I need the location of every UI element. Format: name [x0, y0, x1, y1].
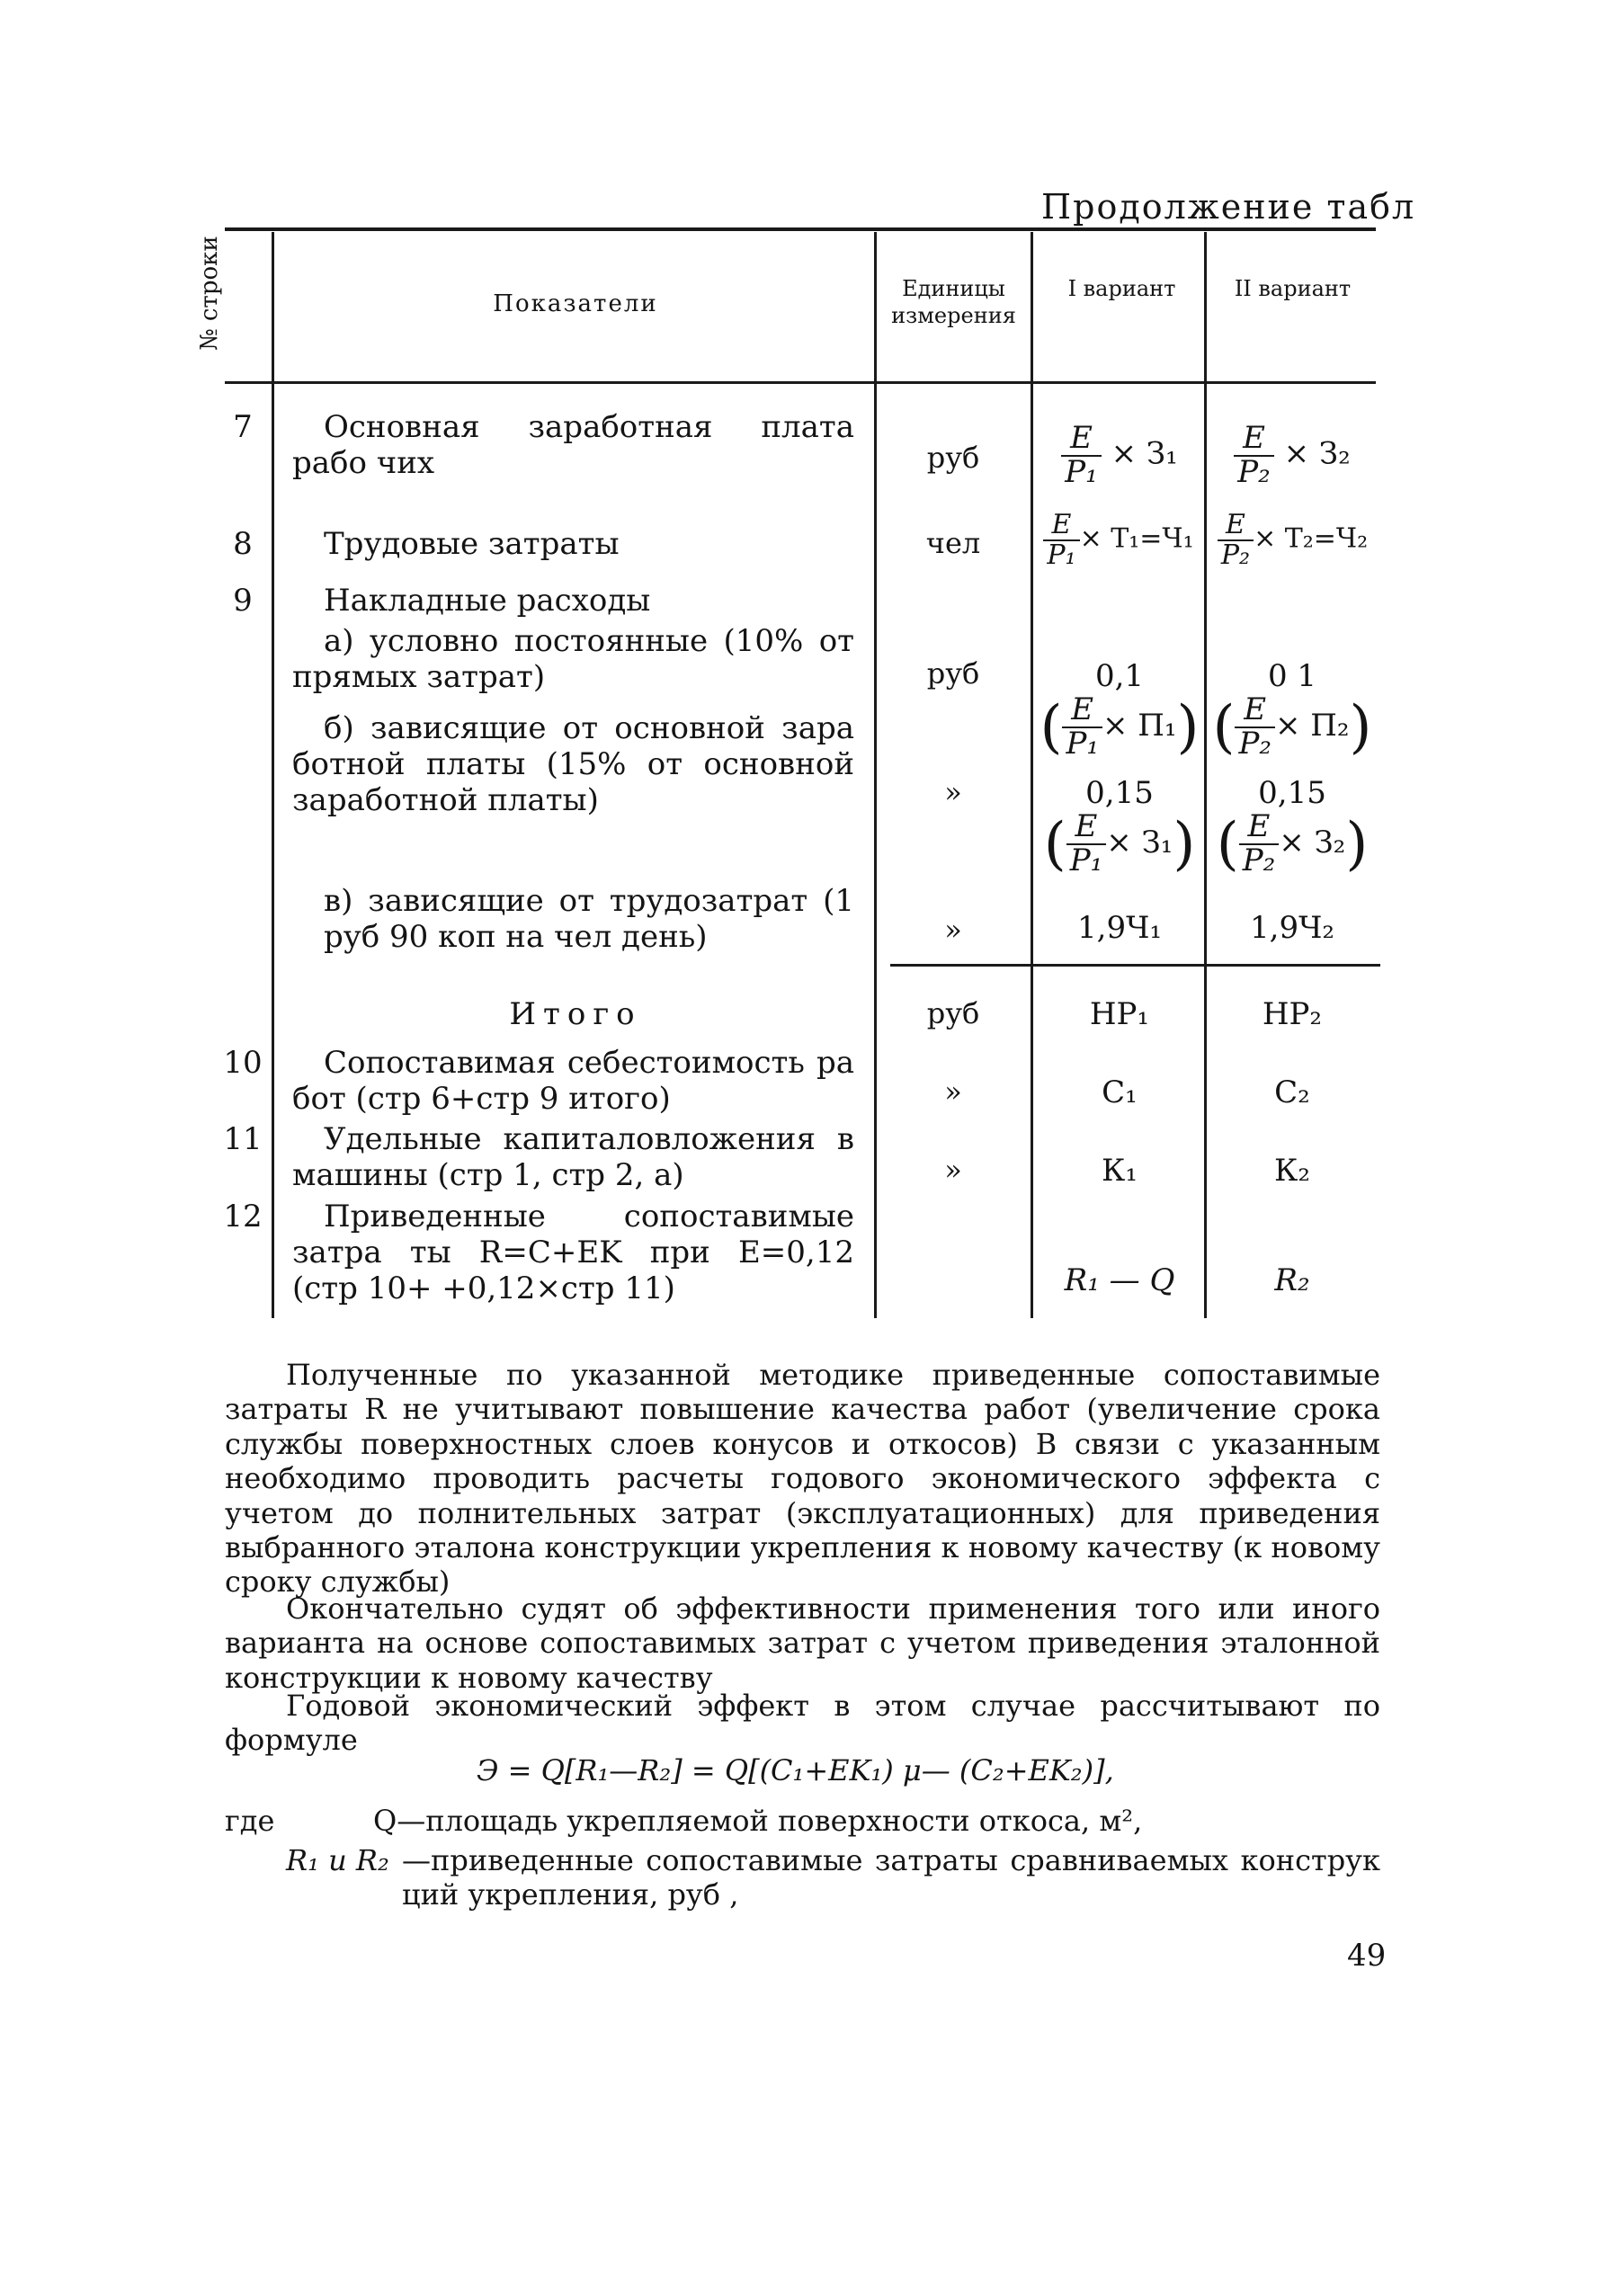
- row-12-v2: R₂: [1274, 1262, 1310, 1298]
- row-9-label: Накладные расходы: [324, 583, 651, 619]
- definition-r: —приведенные сопоставимые затраты сравниваемых конструк ций укрепления, руб ,: [402, 1843, 1380, 1912]
- row-9b-v2-coef: 0,15: [1258, 775, 1326, 811]
- row-12-number: 12: [223, 1199, 263, 1235]
- row-9c-v1: 1,9Ч₁: [1077, 910, 1162, 946]
- row-8-v1: $\frac{E}{\text{P₁}}$ × T₁=Ч₁: [1032, 511, 1205, 569]
- table-caption: Продолжение табл: [1041, 187, 1416, 227]
- paragraph-1: Полученные по указанной методике приведенные сопоставимые затраты R не учитывают повышение качества работ (увеличение срока службы поверхностных слоев конусов и откосов) В связи с указанным необходимо проводить расчеты годового экономического эффекта с учетом до полнительных затрат (эксплуатационных) для приведения выбранного эталона конструкции укрепления к новому качеству (к новому сроку службы): [225, 1358, 1380, 1600]
- header-bottom-rule: [225, 381, 1376, 384]
- header-indicator: Показатели: [493, 290, 658, 317]
- row-11-unit: »: [944, 1153, 962, 1187]
- paragraph-2: Окончательно судят об эффективности применения того или иного варианта на основе сопоставимых затрат с учетом приведения эталонной конструкции к новому качеству: [225, 1591, 1380, 1695]
- row-9b-unit: »: [944, 775, 962, 809]
- row-9a-v2-coef: 0 1: [1267, 658, 1317, 694]
- row-12-label: Приведенные сопоставимые затра ты R=C+EK при E=0,12 (стр 10+ +0,12×стр 11): [292, 1199, 854, 1307]
- row-8-label: Трудовые затраты: [324, 526, 620, 562]
- row-12-v1: R₁ — Q: [1064, 1262, 1175, 1298]
- row-9a-label: а) условно постоянные (10% от прямых затрат): [292, 623, 854, 696]
- row-7-label: Основная заработная плата рабо чих: [292, 409, 854, 482]
- row-11-v1: К₁: [1102, 1153, 1138, 1189]
- row-9b-v2: 0,15 ( $\frac{E}{\text{P₂}}$ × З₂): [1207, 775, 1378, 878]
- subtotal-rule: [890, 964, 1380, 967]
- row-10-v2: С₂: [1274, 1074, 1310, 1110]
- total-label: Итого: [509, 996, 642, 1032]
- row-9a-unit: руб: [926, 656, 980, 691]
- page-number: 49: [1347, 1938, 1387, 1974]
- row-9a-v2: 0 1 ( $\frac{E}{\text{P₂}}$ × П₂): [1207, 658, 1378, 761]
- total-unit: руб: [926, 996, 980, 1030]
- row-9b-v1: 0,15 ( $\frac{E}{\text{P₁}}$ × З₁): [1034, 775, 1205, 878]
- row-8-number: 8: [233, 526, 253, 562]
- header-v1: I вариант: [1067, 276, 1176, 301]
- row-7-v2: $\frac{E}{\text{P₂}}$ × З₂: [1207, 423, 1378, 488]
- row-11-number: 11: [223, 1121, 263, 1157]
- row-9a-v1-coef: 0,1: [1094, 658, 1145, 694]
- col-divider-1: [272, 232, 274, 1318]
- table-top-rule: [225, 227, 1376, 231]
- total-v2: НР₂: [1262, 996, 1323, 1032]
- header-num: № строки: [196, 236, 223, 351]
- row-9-number: 9: [233, 583, 253, 619]
- definition-r-term: R₁ и R₂: [286, 1843, 389, 1877]
- where-label: где: [225, 1804, 275, 1838]
- row-9b-v1-coef: 0,15: [1085, 775, 1154, 811]
- row-7-v1: $\frac{E}{\text{P₁}}$ × З₁: [1034, 423, 1205, 488]
- row-10-v1: С₁: [1102, 1074, 1138, 1110]
- row-9c-unit: »: [944, 913, 962, 947]
- row-7-unit: руб: [926, 441, 980, 475]
- definition-q: Q—площадь укрепляемой поверхности откоса, м²,: [373, 1804, 1143, 1838]
- row-10-label: Сопоставимая себестоимость ра бот (стр 6+стр 9 итого): [292, 1045, 854, 1118]
- paragraph-3: Годовой экономический эффект в этом случае рассчитывают по формуле: [225, 1689, 1380, 1758]
- row-9b-label: б) зависящие от основной зара ботной платы (15% от основной заработной платы): [292, 710, 854, 819]
- row-9a-v1: 0,1 ( $\frac{E}{\text{P₁}}$ × П₁): [1034, 658, 1205, 761]
- formula-effect: Э = Q[R₁—R₂] = Q[(C₁+EK₁) μ— (C₂+EK₂)],: [477, 1753, 1114, 1787]
- row-8-unit: чел: [925, 526, 981, 560]
- header-v2: II вариант: [1234, 276, 1352, 301]
- row-10-unit: »: [944, 1074, 962, 1109]
- row-10-number: 10: [223, 1045, 263, 1081]
- row-11-v2: К₂: [1274, 1153, 1310, 1189]
- row-8-v2: $\frac{E}{\text{P₂}}$ × T₂=Ч₂: [1205, 511, 1380, 569]
- row-11-label: Удельные капиталовложения в машины (стр 1, стр 2, а): [292, 1121, 854, 1194]
- row-9c-v2: 1,9Ч₂: [1250, 910, 1334, 946]
- total-v1: НР₁: [1089, 996, 1150, 1032]
- row-9c-label: в) зависящие от трудозатрат (1 руб 90 коп на чел день): [324, 883, 854, 956]
- header-units: Единицы измерения: [891, 276, 1016, 328]
- row-7-number: 7: [233, 409, 253, 445]
